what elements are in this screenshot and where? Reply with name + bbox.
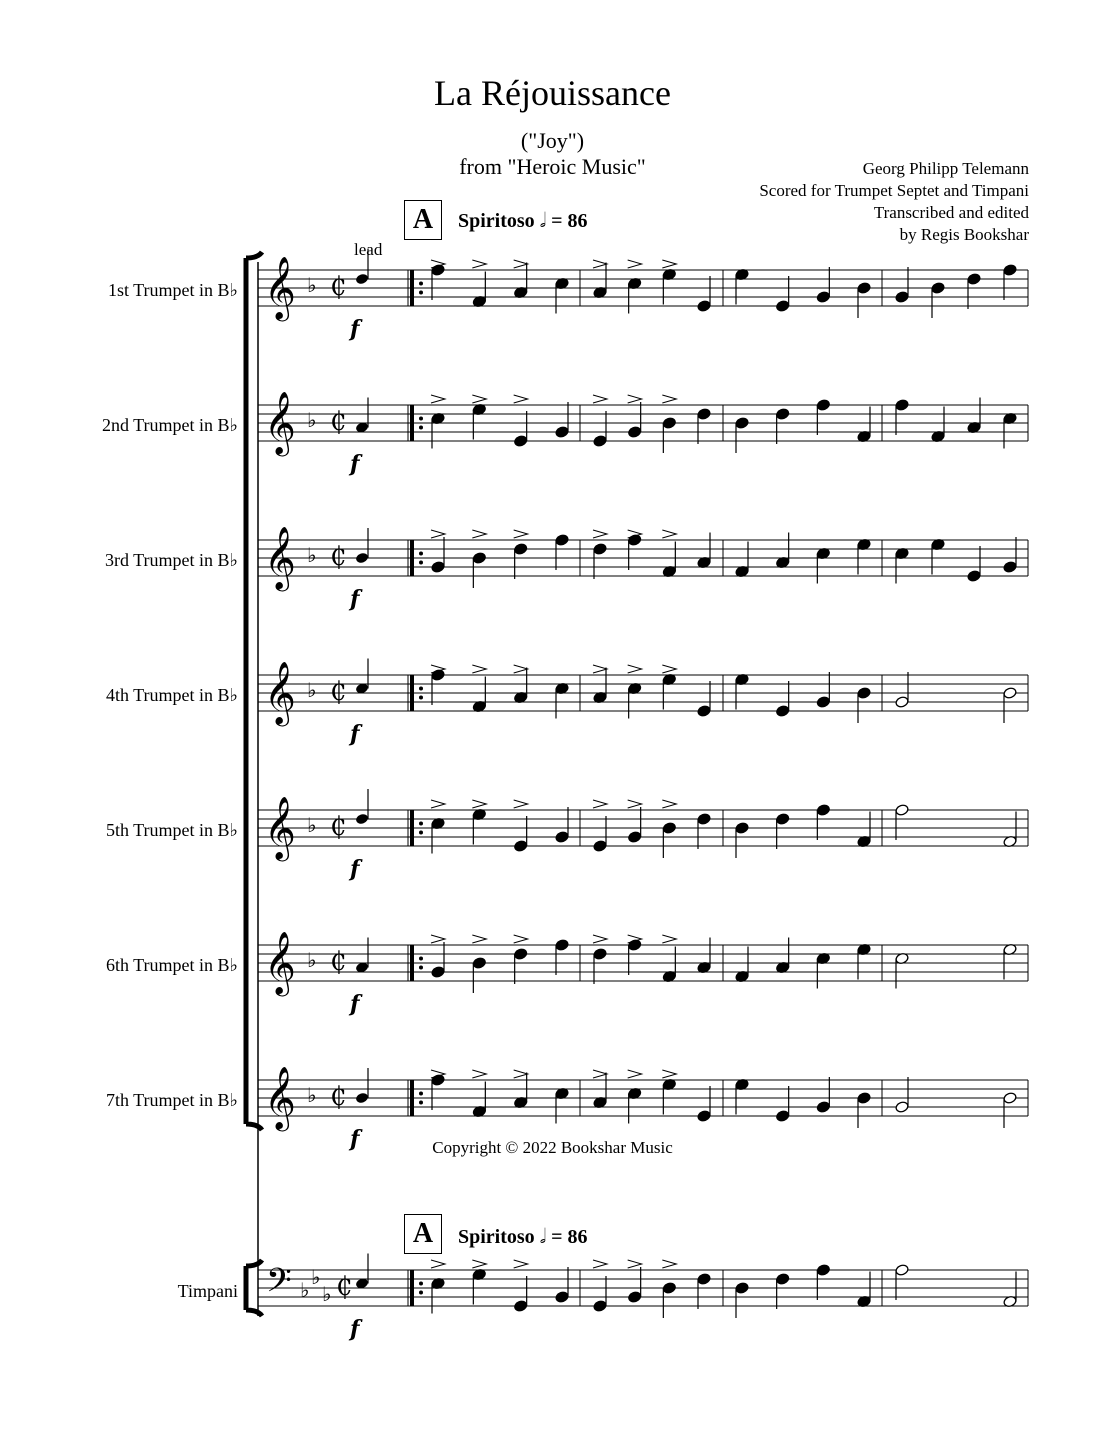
accent-mark [593,665,607,673]
flat-icon: ♭ [311,1265,321,1289]
note-head [513,840,527,853]
accent-mark [628,665,642,673]
note-head [816,1101,830,1114]
note-head [593,1300,607,1313]
repeat-dot [419,957,423,961]
accent-mark [662,665,676,673]
note-head [1003,1092,1017,1105]
note-head [895,1264,909,1277]
half-note-icon: 𝅗𝅥 [539,1226,547,1248]
note-head [697,705,711,718]
accent-mark [593,530,607,538]
note-head [931,282,945,295]
score-subtitle: ("Joy") [520,128,585,153]
part-label-timpani: Timpani [177,1281,238,1301]
note-head [513,1300,527,1313]
note-head [775,705,789,718]
dynamic-forte: f [350,316,360,342]
repeat-dot [419,687,423,691]
accent-mark [514,665,528,673]
note-head [857,687,871,700]
note-head [662,822,676,835]
accent-mark [628,800,642,808]
accent-mark [662,935,676,943]
note-head [513,435,527,448]
note-head [355,273,369,286]
accent-mark [431,935,445,943]
dynamic-forte: f [350,856,360,882]
note-head [895,804,909,817]
accent-mark [593,260,607,268]
accent-mark [593,935,607,943]
part-label-trumpet-2: 2nd Trumpet in B♭ [101,415,238,435]
note-head [735,417,749,430]
repeat-dot [419,966,423,970]
accent-mark [593,800,607,808]
repeat-dot [419,1101,423,1105]
lead-marking: lead [354,240,383,259]
note-head [895,696,909,709]
cut-time-icon: ₵ [330,272,347,302]
accent-mark [472,395,486,403]
treble-clef-icon: 𝄞 [264,391,296,454]
accent-mark [662,260,676,268]
note-head [967,273,981,286]
repeat-dot [419,1092,423,1096]
note-head [662,1282,676,1295]
repeat-dot [419,426,423,430]
bass-clef-icon: 𝄢 [266,1262,292,1308]
repeat-dot [419,1282,423,1286]
accent-mark [431,530,445,538]
accent-mark [472,935,486,943]
note-head [775,813,789,826]
accent-mark [514,1260,528,1268]
note-head [895,1101,909,1114]
accent-mark [514,530,528,538]
accent-mark [662,1260,676,1268]
accent-mark [662,800,676,808]
dynamic-forte: f [350,1126,360,1152]
part-label-trumpet-5: 5th Trumpet in B♭ [105,820,238,840]
accent-mark [472,1260,486,1268]
tempo-text: Spiritoso [458,1226,535,1248]
accent-mark [514,935,528,943]
note-head [967,570,981,583]
note-head [555,939,569,952]
note-head [735,1282,749,1295]
flat-icon: ♭ [307,813,317,837]
half-note-icon: 𝅗𝅥 [539,210,547,232]
treble-clef-icon: 𝄞 [264,1066,296,1129]
trumpet-bracket [246,252,262,1130]
cut-time-icon: ₵ [330,407,347,437]
note-head [355,813,369,826]
part-label-trumpet-3: 3rd Trumpet in B♭ [104,550,238,570]
note-head [431,561,445,574]
note-head [697,1273,711,1286]
part-label-trumpet-4: 4th Trumpet in B♭ [105,685,238,705]
accent-mark [628,260,642,268]
treble-clef-icon: 𝄞 [264,526,296,589]
note-head [513,948,527,961]
score-title: La Réjouissance [434,73,671,113]
accent-mark [431,1260,445,1268]
accent-mark [593,395,607,403]
score-source: from "Heroic Music" [459,154,646,179]
accent-mark [662,1070,676,1078]
arranger: by Regis Bookshar [899,225,1029,244]
note-head [697,1110,711,1123]
part-label-trumpet-7: 7th Trumpet in B♭ [105,1090,238,1110]
tempo-value: = 86 [551,210,588,232]
tempo-text: Spiritoso [458,210,535,232]
note-head [697,408,711,421]
note-head [697,300,711,313]
note-head [555,534,569,547]
flat-icon: ♭ [307,273,317,297]
dynamic-forte: f [350,586,360,612]
flat-icon: ♭ [307,948,317,972]
composer: Georg Philipp Telemann [862,159,1029,178]
note-head [816,1264,830,1277]
note-head [555,1291,569,1304]
accent-mark [514,800,528,808]
note-head [816,696,830,709]
note-head [1003,561,1017,574]
note-head [593,840,607,853]
note-head [555,831,569,844]
note-head [627,831,641,844]
note-head [775,1110,789,1123]
dynamic-forte: f [350,721,360,747]
note-head [431,966,445,979]
note-head [1003,264,1017,277]
accent-mark [628,395,642,403]
note-head [775,300,789,313]
copyright: Copyright © 2022 Bookshar Music [432,1138,673,1157]
repeat-dot [419,696,423,700]
note-head [816,291,830,304]
accent-mark [472,530,486,538]
flat-icon: ♭ [307,408,317,432]
note-head [593,948,607,961]
note-head [593,543,607,556]
transcription-note: Transcribed and edited [873,203,1029,222]
note-head [627,426,641,439]
note-head [735,822,749,835]
rehearsal-mark-timpani: A [404,1214,442,1254]
repeat-dot [419,1291,423,1295]
note-head [1003,687,1017,700]
accent-mark [472,800,486,808]
note-head [895,291,909,304]
note-head [895,399,909,412]
accent-mark [431,800,445,808]
cut-time-icon: ₵ [330,1082,347,1112]
note-head [857,1092,871,1105]
note-head [355,1092,369,1105]
cut-time-icon: ₵ [330,812,347,842]
accent-mark [593,1070,607,1078]
accent-mark [662,530,676,538]
note-head [662,417,676,430]
note-head [816,804,830,817]
note-head [775,408,789,421]
treble-clef-icon: 𝄞 [264,661,296,724]
repeat-dot [419,822,423,826]
accent-mark [593,1260,607,1268]
dynamic-forte: f [350,991,360,1017]
note-head [697,813,711,826]
treble-clef-icon: 𝄞 [264,931,296,994]
cut-time-icon: ₵ [336,1272,353,1302]
treble-clef-icon: 𝄞 [264,256,296,319]
repeat-dot [419,561,423,565]
repeat-dot [419,552,423,556]
note-head [513,543,527,556]
accent-mark [472,665,486,673]
repeat-dot [419,417,423,421]
note-head [472,552,486,565]
accent-mark [514,1070,528,1078]
note-head [775,1273,789,1286]
note-head [593,435,607,448]
part-label-trumpet-1: 1st Trumpet in B♭ [107,280,238,300]
accent-mark [431,395,445,403]
note-head [355,552,369,565]
note-head [627,1291,641,1304]
repeat-dot [419,291,423,295]
repeat-dot [419,282,423,286]
flat-icon: ♭ [322,1282,332,1306]
treble-clef-icon: 𝄞 [264,796,296,859]
note-head [857,282,871,295]
dynamic-forte: f [350,451,360,477]
accent-mark [662,395,676,403]
scoring-note: Scored for Trumpet Septet and Timpani [759,181,1029,200]
dynamic-forte: f [350,1316,360,1342]
cut-time-icon: ₵ [330,947,347,977]
rehearsal-mark-top: A [404,200,442,240]
note-head [555,426,569,439]
part-label-trumpet-6: 6th Trumpet in B♭ [105,955,238,975]
flat-icon: ♭ [307,543,317,567]
repeat-dot [419,831,423,835]
note-head [472,957,486,970]
tempo-value: = 86 [551,1226,588,1248]
note-head [816,399,830,412]
cut-time-icon: ₵ [330,542,347,572]
accent-mark [472,260,486,268]
accent-mark [472,1070,486,1078]
flat-icon: ♭ [307,1083,317,1107]
cut-time-icon: ₵ [330,677,347,707]
flat-icon: ♭ [300,1278,310,1302]
accent-mark [628,1260,642,1268]
accent-mark [514,395,528,403]
accent-mark [514,260,528,268]
flat-icon: ♭ [307,678,317,702]
accent-mark [628,1070,642,1078]
